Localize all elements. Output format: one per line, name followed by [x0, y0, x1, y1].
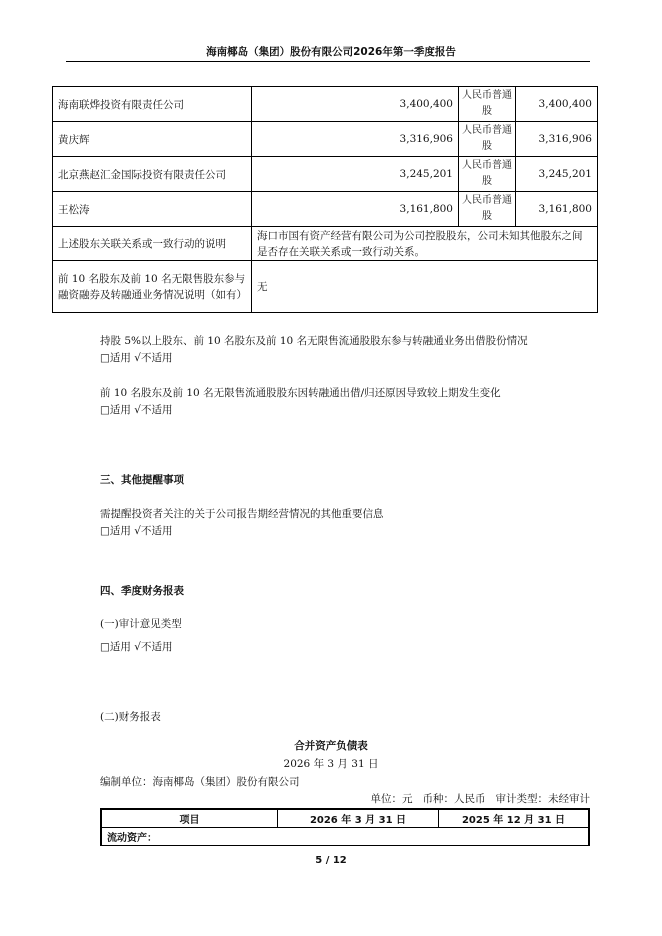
col-current: 2026 年 3 月 31 日 [278, 809, 439, 828]
holder-name: 海南联烨投资有限责任公司 [53, 87, 252, 122]
share-type: 人民币普通股 [459, 87, 516, 122]
share-type: 人民币普通股 [459, 192, 516, 227]
col-item: 项目 [101, 809, 278, 828]
header-divider [66, 61, 590, 62]
holder-shares: 3,316,906 [252, 122, 459, 157]
change-options: □适用 √不适用 [100, 404, 173, 416]
share-type: 人民币普通股 [459, 122, 516, 157]
share-count: 3,245,201 [516, 157, 598, 192]
preparer: 编制单位：海南椰岛（集团）股份有限公司 [100, 776, 300, 788]
section-3-options: □适用 √不适用 [100, 525, 173, 537]
margin-note-label: 前 10 名股东及前 10 名无限售股东参与融资融券及转融通业务情况说明（如有） [53, 261, 252, 313]
shareholders-table [52, 86, 598, 313]
current-assets-label: 流动资产： [101, 828, 589, 846]
section-4-sub1: (一)审计意见类型 [100, 618, 182, 630]
balance-sheet-date: 2026 年 3 月 31 日 [283, 758, 379, 770]
holder-shares: 3,245,201 [252, 157, 459, 192]
table-row [53, 157, 598, 192]
share-count: 3,161,800 [516, 192, 598, 227]
holder-name: 北京燕赵汇金国际投资有限责任公司 [53, 157, 252, 192]
lending-options: □适用 √不适用 [100, 352, 173, 364]
relation-text: 海口市国有资产经营有限公司为公司控股股东，公司未知其他股东之间是否存在关联关系或一致行动关系。 [252, 227, 598, 261]
table-header-row [101, 809, 589, 828]
relation-label: 上述股东关联关系或一致行动的说明 [53, 227, 252, 261]
holder-shares: 3,161,800 [252, 192, 459, 227]
holder-shares: 3,400,400 [252, 87, 459, 122]
section-3-heading: 三、其他提醒事项 [100, 474, 184, 486]
report-header-title: 海南椰岛（集团）股份有限公司2026年第一季度报告 [206, 46, 456, 58]
section-4-heading: 四、季度财务报表 [100, 585, 184, 597]
table-row [53, 122, 598, 157]
page-number: 5 / 12 [315, 855, 347, 866]
units-line: 单位：元 币种：人民币 审计类型：未经审计 [370, 793, 590, 805]
section-4-sub1-options: □适用 √不适用 [100, 641, 173, 653]
share-type: 人民币普通股 [459, 157, 516, 192]
table-row [101, 828, 589, 846]
table-row [53, 192, 598, 227]
share-count: 3,400,400 [516, 87, 598, 122]
change-title: 前 10 名股东及前 10 名无限售流通股股东因转融通出借/归还原因导致较上期发生变化 [100, 387, 501, 399]
col-prior: 2025 年 12 月 31 日 [439, 809, 590, 828]
balance-sheet-title: 合并资产负债表 [294, 740, 368, 752]
share-count: 3,316,906 [516, 122, 598, 157]
holder-name: 黄庆辉 [53, 122, 252, 157]
holder-name: 王松涛 [53, 192, 252, 227]
margin-note-value: 无 [252, 261, 598, 313]
balance-sheet-table [100, 808, 590, 846]
table-row [53, 261, 598, 313]
section-4-sub2: (二)财务报表 [100, 711, 161, 723]
table-row [53, 227, 598, 261]
lending-title: 持股 5%以上股东、前 10 名股东及前 10 名无限售流通股股东参与转融通业务出借股份情况 [100, 335, 528, 347]
section-3-text: 需提醒投资者关注的关于公司报告期经营情况的其他重要信息 [100, 508, 384, 520]
table-row [53, 87, 598, 122]
